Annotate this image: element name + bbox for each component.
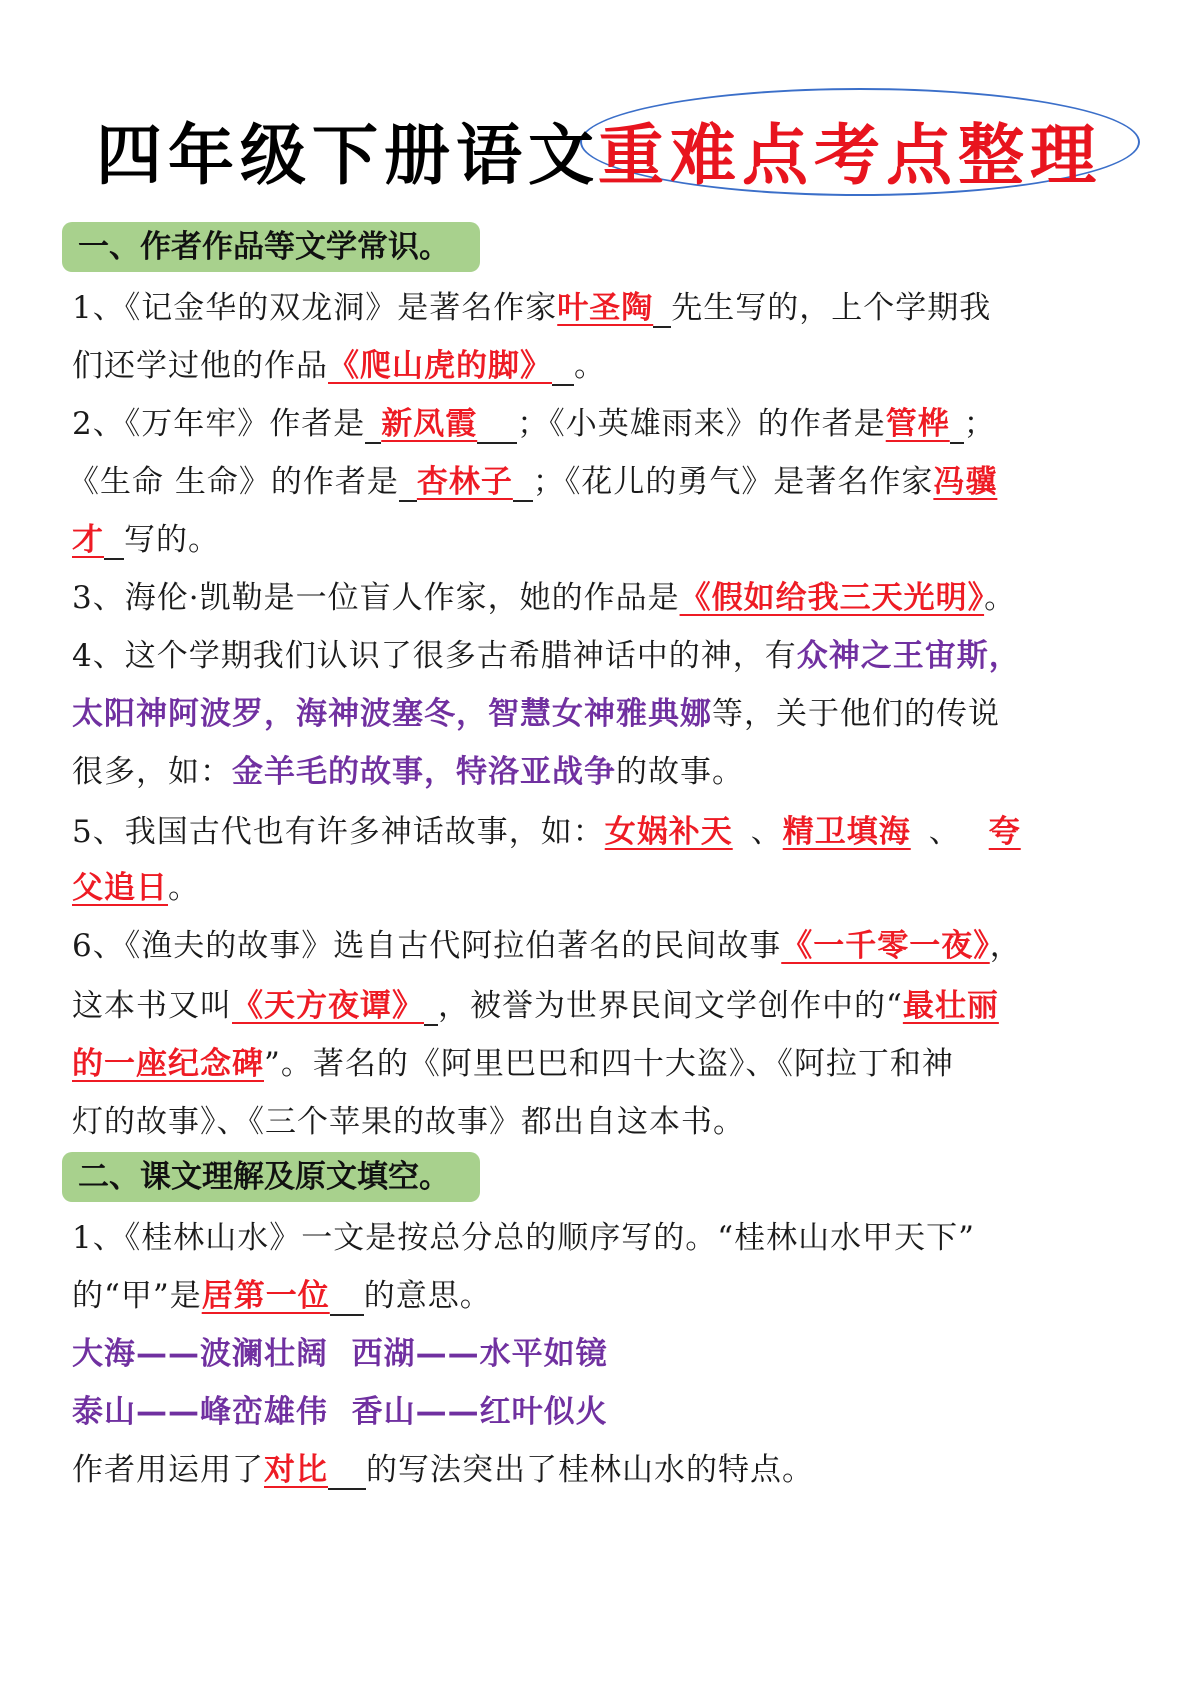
q4-line3: 很多，如：金羊毛的故事，特洛亚战争的故事。 — [72, 754, 744, 790]
s2-q1-line1: 1、《桂林山水》一文是按总分总的顺序写的。“桂林山水甲天下” — [72, 1220, 975, 1256]
answer-blank: 《爬山虎的脚》 — [328, 348, 552, 384]
q5-line1: 5、我国古代也有许多神话故事，如：女娲补天 、精卫填海 、 夸 — [72, 814, 1021, 850]
s2-q1-pair1: 大海——波澜壮阔 西湖——水平如镜 — [72, 1336, 608, 1372]
q4-line1: 4、这个学期我们认识了很多古希腊神话中的神，有众神之王宙斯， — [72, 638, 1021, 674]
answer-blank: 精卫填海 — [782, 814, 911, 850]
answer-blank: 女娲补天 — [604, 814, 733, 850]
answer-blank: 冯骥 — [933, 464, 998, 500]
q1-line1: 1、《记金华的双龙洞》是著名作家叶圣陶 先生写的，上个学期我 — [72, 290, 992, 326]
s2-q1-pair2: 泰山——峰峦雄伟 香山——红叶似火 — [72, 1394, 608, 1430]
q5-line2: 父追日。 — [72, 870, 200, 906]
q4-line2: 太阳神阿波罗，海神波塞冬，智慧女神雅典娜等，关于他们的传说 — [72, 696, 1000, 732]
q6-line3: 的一座纪念碑”。著名的《阿里巴巴和四十大盗》、《阿拉丁和神 — [72, 1046, 954, 1082]
q2-line3: 才 写的。 — [72, 522, 220, 558]
answer-blank: 对比 — [264, 1452, 328, 1488]
answer-blank: 管桦 — [885, 406, 950, 442]
s2-q1-line5: 作者用运用了对比 的写法突出了桂林山水的特点。 — [72, 1452, 814, 1488]
title-highlight: 重难点考点整理 — [598, 117, 1102, 194]
q6-line4: 灯的故事》、《三个苹果的故事》都出自这本书。 — [72, 1104, 745, 1140]
q1-line2: 们还学过他的作品《爬山虎的脚》 。 — [72, 348, 606, 384]
s2-q1-line2: 的“甲”是居第一位 的意思。 — [72, 1278, 492, 1314]
q2-line1: 2、《万年牢》作者是 新凤霞 ；《小英雄雨来》的作者是管桦 ； — [72, 406, 996, 442]
answer-blank: 杏林子 — [416, 464, 513, 500]
answer-blank: 《假如给我三天光明》 — [679, 580, 985, 616]
q2-line2: 《生命 生命》的作者是 杏林子 ；《花儿的勇气》是著名作家冯骥 — [68, 464, 998, 500]
q6-line1: 6、《渔夫的故事》选自古代阿拉伯著名的民间故事《一千零一夜》， — [72, 928, 1022, 964]
answer-blank: 居第一位 — [201, 1278, 330, 1314]
q6-line2: 这本书又叫《天方夜谭》 ，被誉为世界民间文学创作中的“最壮丽 — [72, 988, 999, 1024]
page-title — [0, 88, 1191, 208]
q3-line1: 3、海伦·凯勒是一位盲人作家，她的作品是《假如给我三天光明》。 — [72, 580, 1017, 616]
answer-blank: 《一千零一夜》 — [781, 928, 990, 964]
answer-blank: 夸 — [988, 814, 1021, 850]
section-heading-2: 二、课文理解及原文填空。 — [62, 1152, 480, 1202]
answer-blank: 最壮丽 — [902, 988, 999, 1024]
section-heading-1: 一、作者作品等文学常识。 — [62, 222, 480, 272]
answer-blank: 《天方夜谭》 — [232, 988, 424, 1024]
answer-blank: 叶圣陶 — [557, 290, 654, 326]
answer-blank: 新凤霞 — [381, 406, 478, 442]
title-main: 四年级下册语文 — [96, 117, 600, 194]
